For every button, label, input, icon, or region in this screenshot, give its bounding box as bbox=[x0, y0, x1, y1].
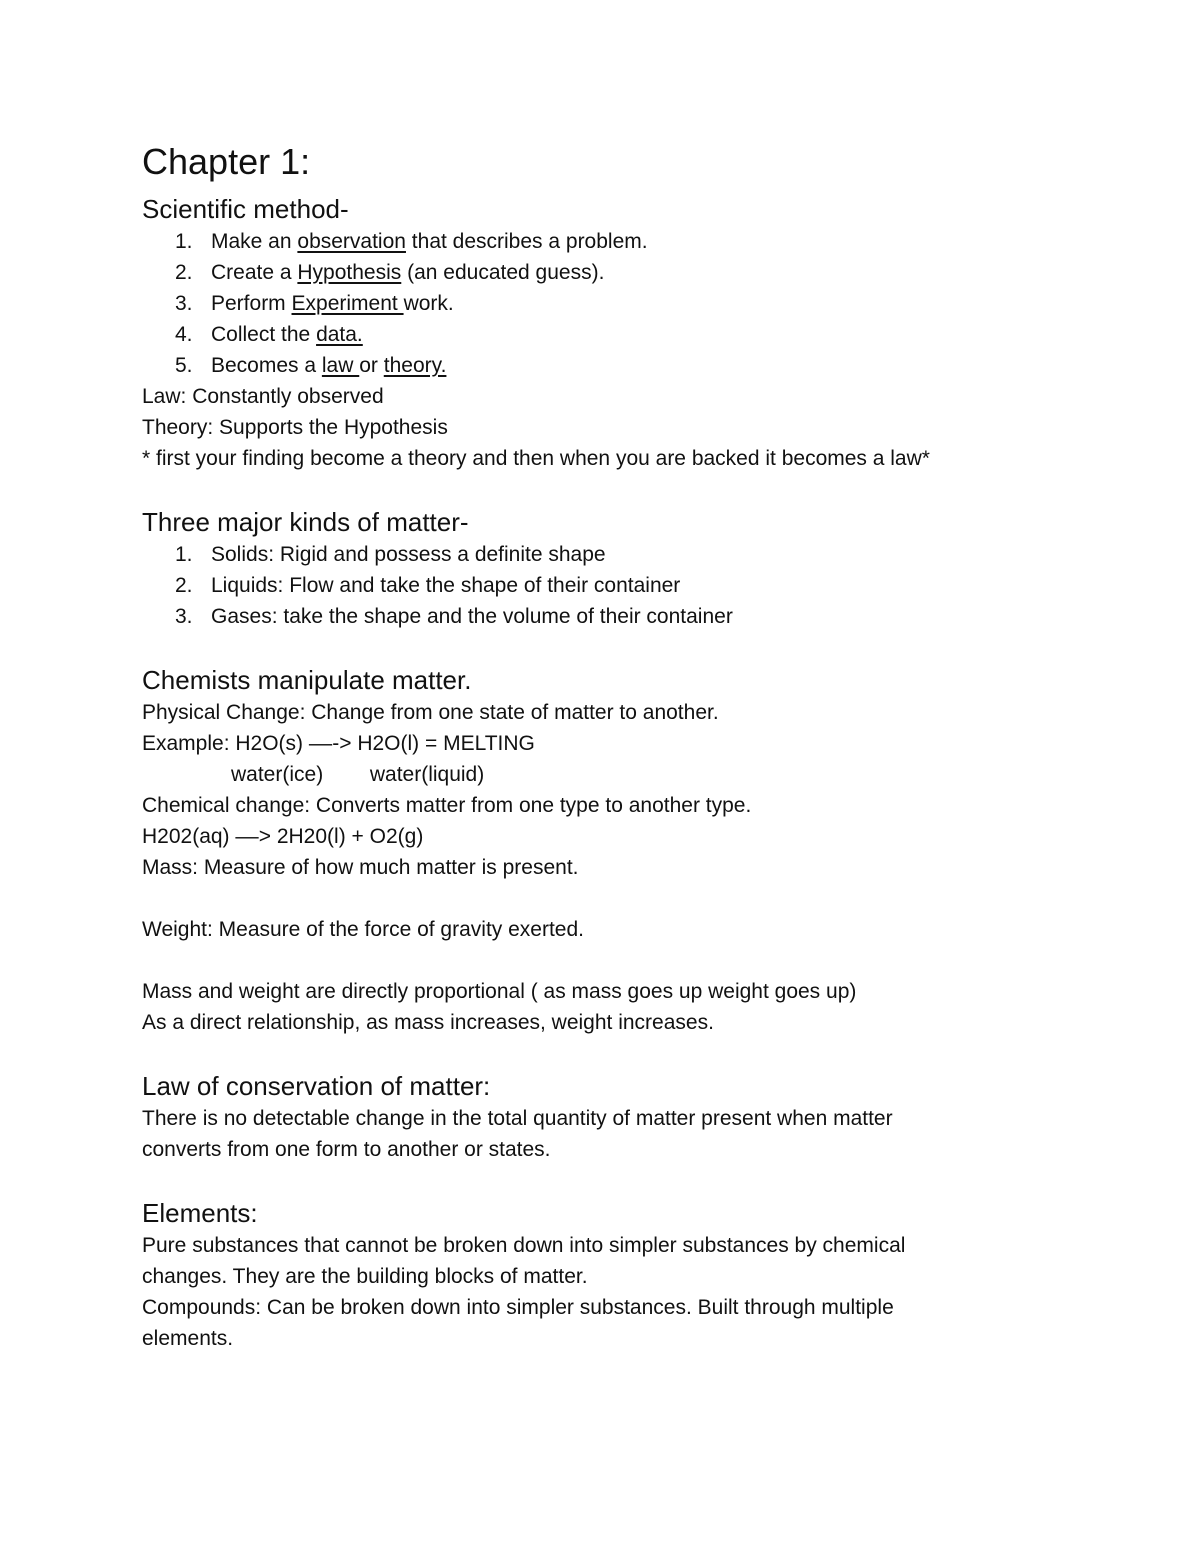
proportional-text: Mass and weight are directly proportional ( as mass goes up weight goes up) bbox=[142, 980, 857, 1003]
list-item: 5. Becomes a law or theory. bbox=[175, 354, 447, 377]
scientific-method-steps bbox=[142, 226, 1200, 381]
direct-relationship-text: As a direct relationship, as mass increases, weight increases. bbox=[142, 1011, 714, 1034]
underlined-term: law bbox=[321, 354, 360, 377]
matter-heading: Three major kinds of matter- bbox=[142, 507, 469, 537]
chapter-title: Chapter 1: bbox=[142, 141, 311, 182]
physical-change-text: Physical Change: Change from one state of matter to another. bbox=[142, 701, 719, 724]
weight-text: Weight: Measure of the force of gravity exerted. bbox=[142, 918, 584, 941]
matter-list bbox=[142, 539, 1200, 632]
conservation-line-1: There is no detectable change in the total quantity of matter present when matter bbox=[142, 1107, 893, 1130]
compounds-line-2: elements. bbox=[142, 1327, 234, 1350]
list-item: 2. Liquids: Flow and take the shape of their container bbox=[175, 574, 681, 597]
underlined-term: observation bbox=[297, 230, 406, 253]
compounds-line-1: Compounds: Can be broken down into simpler substances. Built through multiple bbox=[142, 1296, 894, 1319]
law-definition: Law: Constantly observed bbox=[142, 385, 384, 408]
chemical-change-text: Chemical change: Converts matter from one type to another type. bbox=[142, 794, 752, 817]
underlined-term: Experiment bbox=[291, 292, 404, 315]
list-item: 3. Perform Experiment work. bbox=[175, 292, 454, 315]
underlined-term: Hypothesis bbox=[297, 261, 402, 284]
mass-text: Mass: Measure of how much matter is present. bbox=[142, 856, 579, 879]
example-text: Example: H2O(s) ––-> H2O(l) = MELTING bbox=[142, 732, 535, 755]
elements-line-1: Pure substances that cannot be broken down into simpler substances by chemical bbox=[142, 1234, 906, 1257]
elements-heading: Elements: bbox=[142, 1198, 258, 1228]
example-sub-text: water(ice) water(liquid) bbox=[231, 763, 485, 786]
conservation-line-2: converts from one form to another or states. bbox=[142, 1138, 551, 1161]
list-item: 3. Gases: take the shape and the volume of their container bbox=[175, 605, 733, 628]
list-item: 1. Make an observation that describes a problem. bbox=[175, 230, 648, 253]
list-item: 2. Create a Hypothesis (an educated guess). bbox=[175, 261, 605, 284]
list-item: 4. Collect the data. bbox=[175, 323, 363, 346]
note-text: * first your finding become a theory and then when you are backed it becomes a law* bbox=[142, 447, 930, 470]
list-item: 1. Solids: Rigid and possess a definite shape bbox=[175, 543, 606, 566]
equation-text: H202(aq) ––> 2H20(l) + O2(g) bbox=[142, 825, 424, 848]
conservation-heading: Law of conservation of matter: bbox=[142, 1071, 491, 1101]
theory-definition: Theory: Supports the Hypothesis bbox=[142, 416, 448, 439]
underlined-term: data. bbox=[316, 323, 363, 346]
elements-line-2: changes. They are the building blocks of matter. bbox=[142, 1265, 588, 1288]
scientific-method-heading: Scientific method- bbox=[142, 194, 349, 224]
chemists-heading: Chemists manipulate matter. bbox=[142, 665, 472, 695]
underlined-term: theory. bbox=[383, 354, 447, 377]
